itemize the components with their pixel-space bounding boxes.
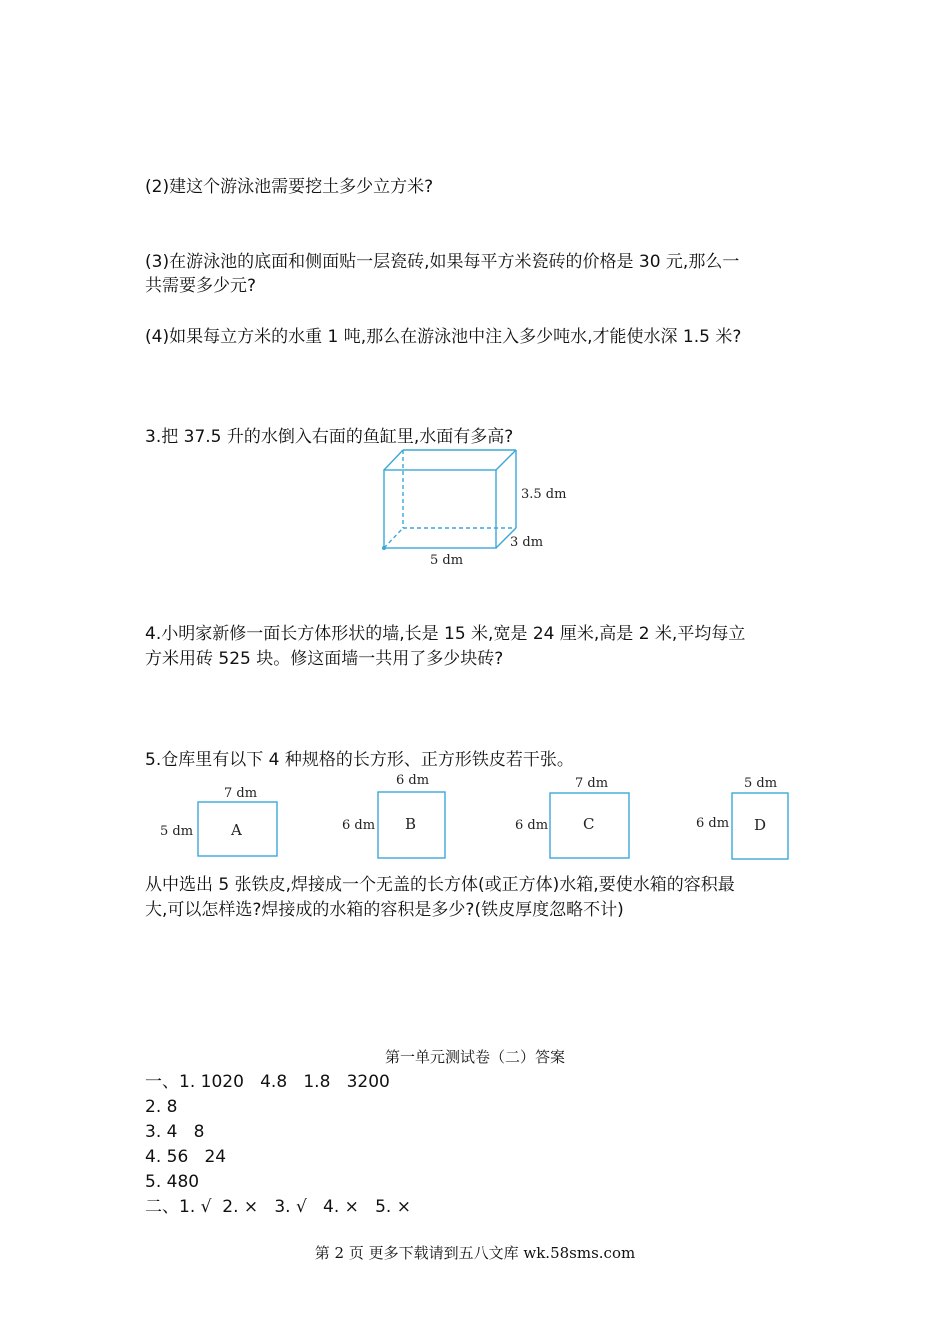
question-2-part-4: (4)如果每立方米的水重 1 吨,那么在游泳池中注入多少吨水,才能使水深 1.5 米?	[145, 327, 742, 347]
sheet-b-side-label: 6 dm	[342, 818, 376, 833]
tank-depth-label: 3 dm	[510, 535, 544, 550]
sheet-d-top-label: 5 dm	[744, 776, 778, 791]
tank-hidden-left-bottom-edge	[384, 528, 403, 548]
answer-line-3: 3. 4 8	[145, 1122, 205, 1142]
tank-top-right-edge	[496, 450, 516, 470]
iron-sheets-figure	[150, 768, 810, 868]
tank-height-label: 3.5 dm	[521, 487, 567, 502]
question-4-line1: 4.小明家新修一面长方体形状的墙,长是 15 米,宽是 24 厘米,高是 2 米,平均每立	[145, 624, 746, 644]
tank-top-left-edge	[384, 450, 403, 470]
answer-line-4: 4. 56 24	[145, 1147, 227, 1167]
question-2-part-2: (2)建这个游泳池需要挖土多少立方米?	[145, 177, 434, 197]
sheet-a-top-label: 7 dm	[224, 786, 258, 801]
sheet-a-side-label: 5 dm	[160, 824, 194, 839]
question-2-part-3-line2: 共需要多少元?	[145, 276, 257, 296]
sheet-c-top-label: 7 dm	[575, 776, 609, 791]
question-5-follow-line2: 大,可以怎样选?焊接成的水箱的容积是多少?(铁皮厚度忽略不计)	[145, 900, 624, 920]
question-3: 3.把 37.5 升的水倒入右面的鱼缸里,水面有多高?	[145, 427, 514, 447]
answer-line-5: 5. 480	[145, 1172, 200, 1192]
question-2-part-3-line1: (3)在游泳池的底面和侧面贴一层瓷砖,如果每平方米瓷砖的价格是 30 元,那么一	[145, 252, 740, 272]
answers-title: 第一单元测试卷（二）答案	[384, 1048, 565, 1066]
sheet-b-letter: B	[405, 815, 417, 833]
answer-line-1: 一、1. 1020 4.8 1.8 3200	[145, 1072, 390, 1092]
question-5: 5.仓库里有以下 4 种规格的长方形、正方形铁皮若干张。	[145, 750, 574, 770]
sheet-c-side-label: 6 dm	[515, 818, 549, 833]
question-5-follow-line1: 从中选出 5 张铁皮,焊接成一个无盖的长方体(或正方体)水箱,要使水箱的容积最	[145, 875, 735, 895]
sheet-a-letter: A	[231, 821, 242, 839]
sheet-d-side-label: 6 dm	[696, 816, 730, 831]
sheet-d-letter: D	[754, 816, 767, 834]
answer-line-6: 二、1. √ 2. × 3. √ 4. × 5. ×	[145, 1197, 411, 1217]
tank-corner-dot	[382, 546, 386, 550]
question-4-line2: 方米用砖 525 块。修这面墙一共用了多少块砖?	[145, 649, 504, 669]
sheet-c-letter: C	[583, 815, 595, 833]
answer-line-2: 2. 8	[145, 1097, 178, 1117]
fish-tank-figure	[370, 440, 590, 575]
page-footer: 第 2 页 更多下载请到五八文库 wk.58sms.com	[314, 1244, 636, 1262]
tank-length-label: 5 dm	[430, 553, 464, 568]
tank-front-face	[384, 470, 496, 548]
sheet-b-top-label: 6 dm	[396, 773, 430, 788]
